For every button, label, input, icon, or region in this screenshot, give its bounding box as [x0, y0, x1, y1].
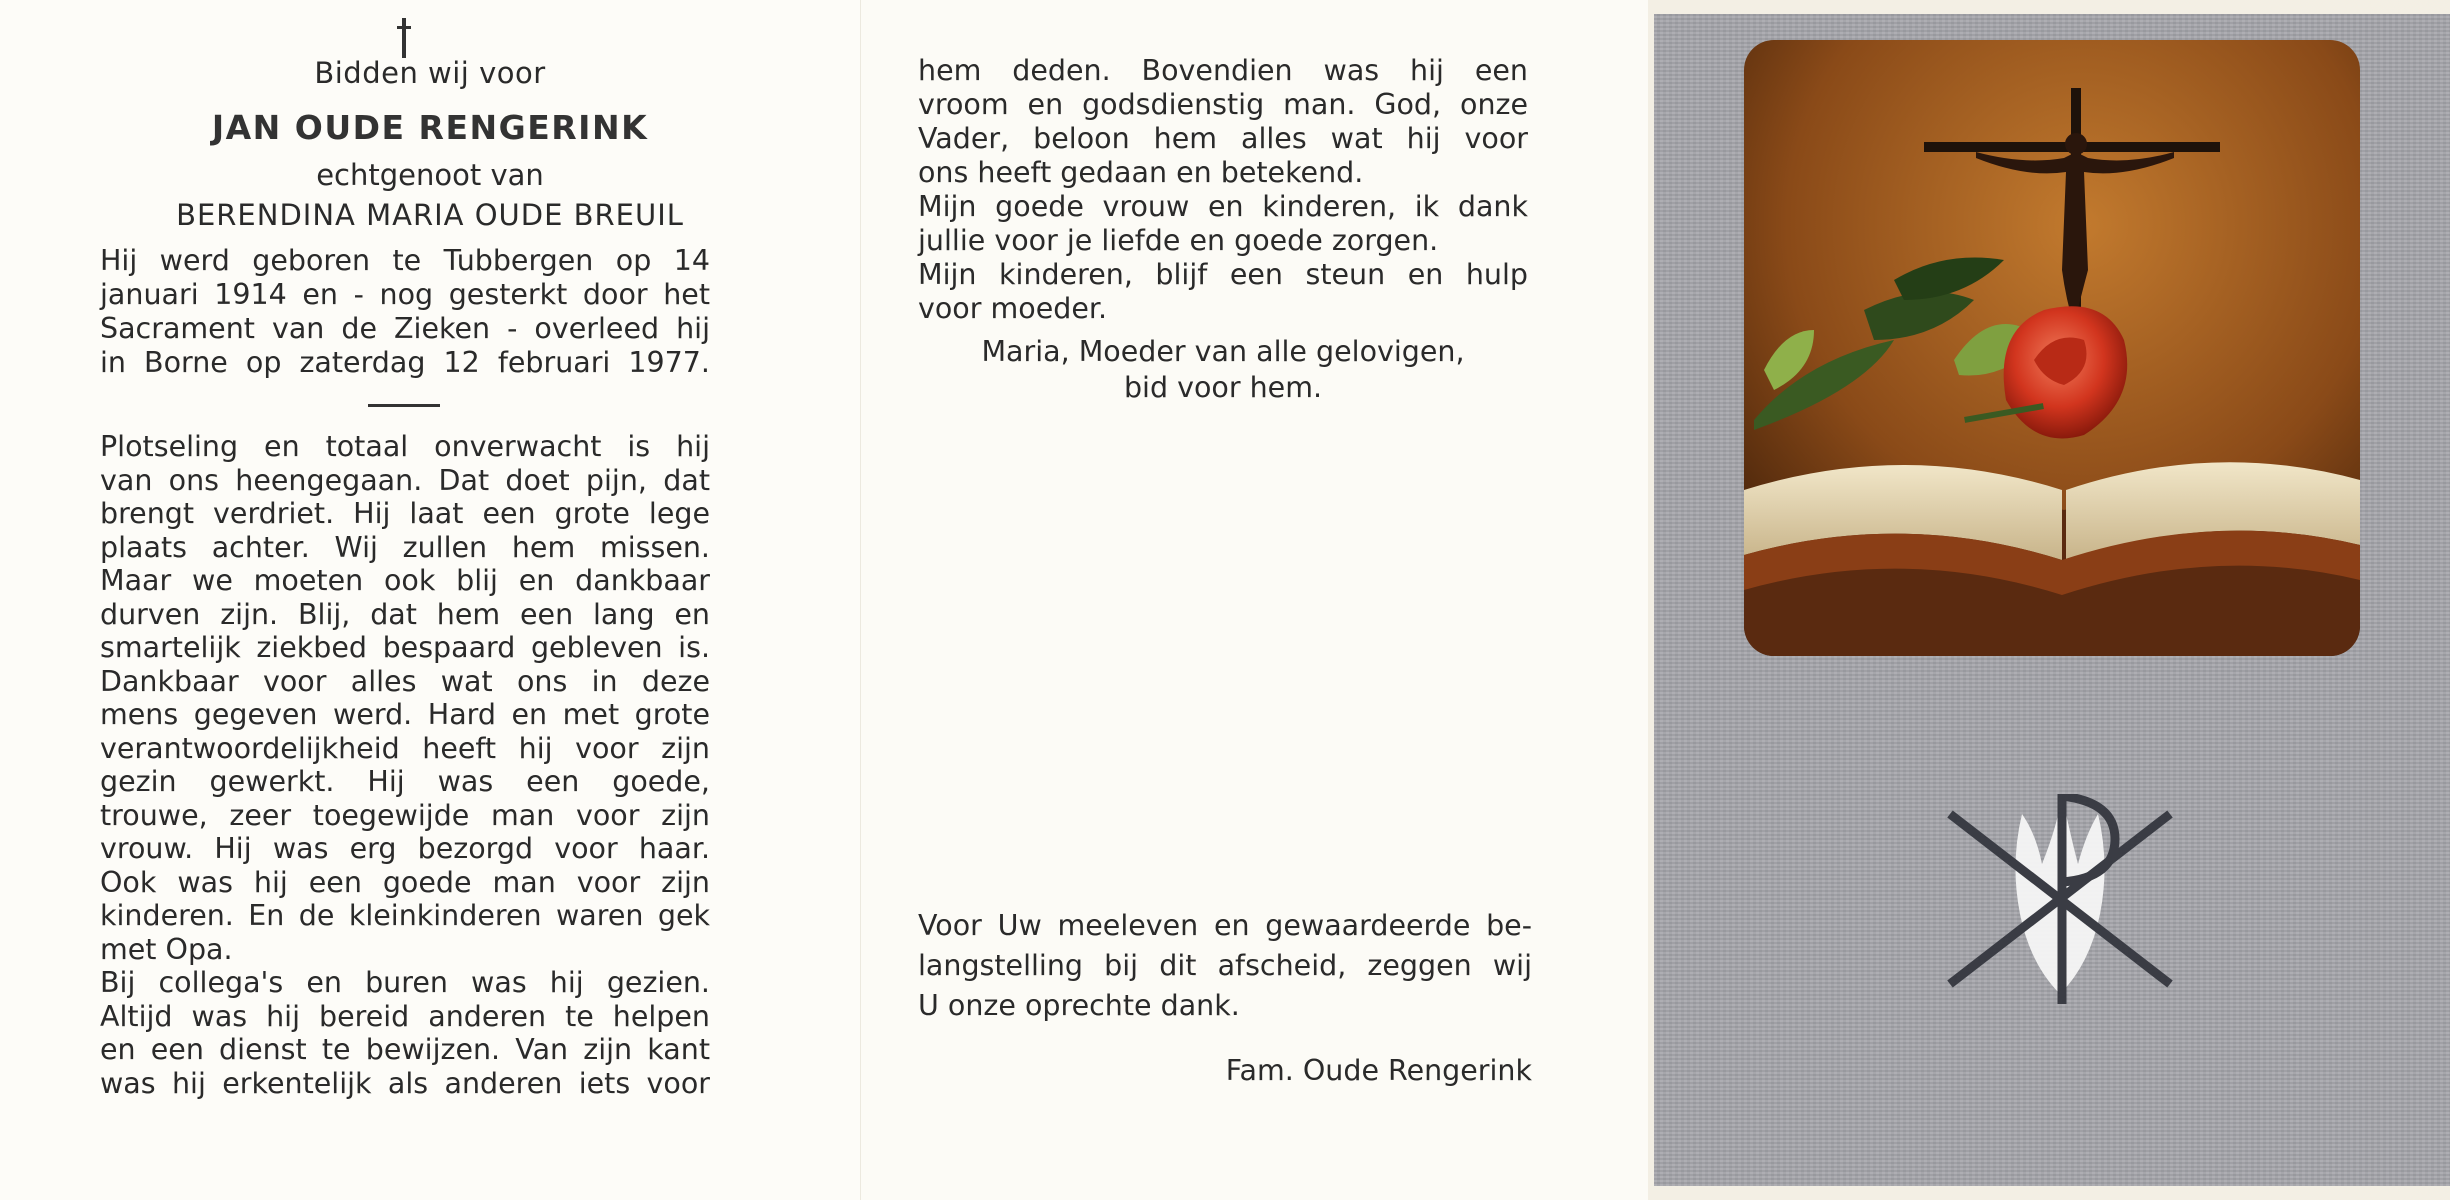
text-line: Hij werd geboren te Tubbergen op 14	[100, 244, 710, 277]
text-line: voor moeder.	[918, 292, 1108, 325]
text-line: Plotseling en totaal onverwacht is hij	[100, 430, 710, 463]
intro-text: Bidden wij voor	[314, 56, 546, 90]
text-line: met Opa.	[100, 932, 233, 966]
thanks-paragraph	[918, 906, 1532, 1026]
text-line: bid voor hem.	[1123, 371, 1323, 404]
text-line: U onze oprechte dank.	[918, 989, 1240, 1022]
deceased-name: JAN OUDE RENGERINK	[211, 108, 649, 147]
text-line: durven zijn. Blij, dat hem een lang en	[100, 597, 710, 631]
text-line: ons heeft gedaan en betekend.	[918, 156, 1364, 189]
spouse-name: BERENDINA MARIA OUDE BREUIL	[176, 198, 684, 232]
text-line: gezin gewerkt. Hij was een goede,	[100, 765, 710, 798]
text-line: langstelling bij dit afscheid, zeggen wij	[918, 949, 1532, 982]
text-line: en een dienst te bewijzen. Van zijn kant	[100, 1033, 710, 1066]
prayer	[918, 334, 1528, 406]
text-line: smartelijk ziekbed bespaard gebleven is.	[100, 631, 710, 664]
cover-card	[1654, 14, 2450, 1186]
text-line: hem deden. Bovendien was hij een	[918, 54, 1528, 87]
family-signature: Fam. Oude Rengerink	[1225, 1054, 1532, 1087]
text-line: Maria, Moeder van alle gelovigen,	[981, 335, 1465, 368]
text-line: Altijd was hij bereid anderen te helpen	[100, 999, 710, 1033]
text-line: in Borne op zaterdag 12 februari 1977.	[100, 346, 710, 379]
memorial-paragraph	[100, 430, 710, 1100]
text-line: plaats achter. Wij zullen hem missen.	[100, 530, 710, 564]
text-line: trouwe, zeer toegewijde man voor zijn	[100, 798, 710, 832]
text-line: Ook was hij een goede man voor zijn	[100, 865, 710, 899]
text-line: kinderen. En de kleinkinderen waren gek	[100, 899, 710, 932]
cross-icon	[402, 18, 406, 58]
chi-rho-symbol	[1940, 794, 2180, 1014]
left-page	[0, 0, 860, 1200]
spouse-label: echtgenoot van	[316, 158, 544, 192]
birth-death-paragraph	[100, 244, 710, 380]
chi-rho-icon	[1940, 794, 2180, 1014]
text-line: vroom en godsdienstig man. God, onze	[918, 88, 1528, 121]
text-line: jullie voor je liefde en goede zorgen.	[918, 224, 1439, 257]
text-line: vrouw. Hij was erg bezorgd voor haar.	[100, 832, 710, 865]
crucifix-rose-bible-photo	[1744, 40, 2360, 656]
text-line: was hij erkentelijk als anderen iets voor	[100, 1066, 710, 1100]
photo-illustration	[1744, 40, 2360, 656]
text-line: van ons heengegaan. Dat doet pijn, dat	[100, 463, 710, 497]
text-line: Mijn goede vrouw en kinderen, ik dank	[918, 190, 1528, 223]
divider	[368, 404, 440, 407]
text-line: Vader, beloon hem alles wat hij voor	[918, 122, 1528, 155]
text-line: mens gegeven werd. Hard en met grote	[100, 698, 710, 731]
text-line: verantwoordelijkheid heeft hij voor zijn	[100, 731, 710, 765]
text-line: Mijn kinderen, blijf een steun en hulp	[918, 258, 1528, 291]
text-line: Maar we moeten ook blij en dankbaar	[100, 564, 710, 597]
text-line: Bij collega's en buren was hij gezien.	[100, 966, 710, 999]
continuation-paragraph	[918, 54, 1528, 326]
text-line: Dankbaar voor alles wat ons in deze	[100, 664, 710, 698]
text-line: Voor Uw meeleven en gewaardeerde be-	[918, 909, 1532, 942]
text-line: brengt verdriet. Hij laat een grote lege	[100, 497, 710, 530]
text-line: januari 1914 en - nog gesterkt door het	[100, 278, 710, 311]
text-line: Sacrament van de Zieken - overleed hij	[100, 312, 710, 345]
